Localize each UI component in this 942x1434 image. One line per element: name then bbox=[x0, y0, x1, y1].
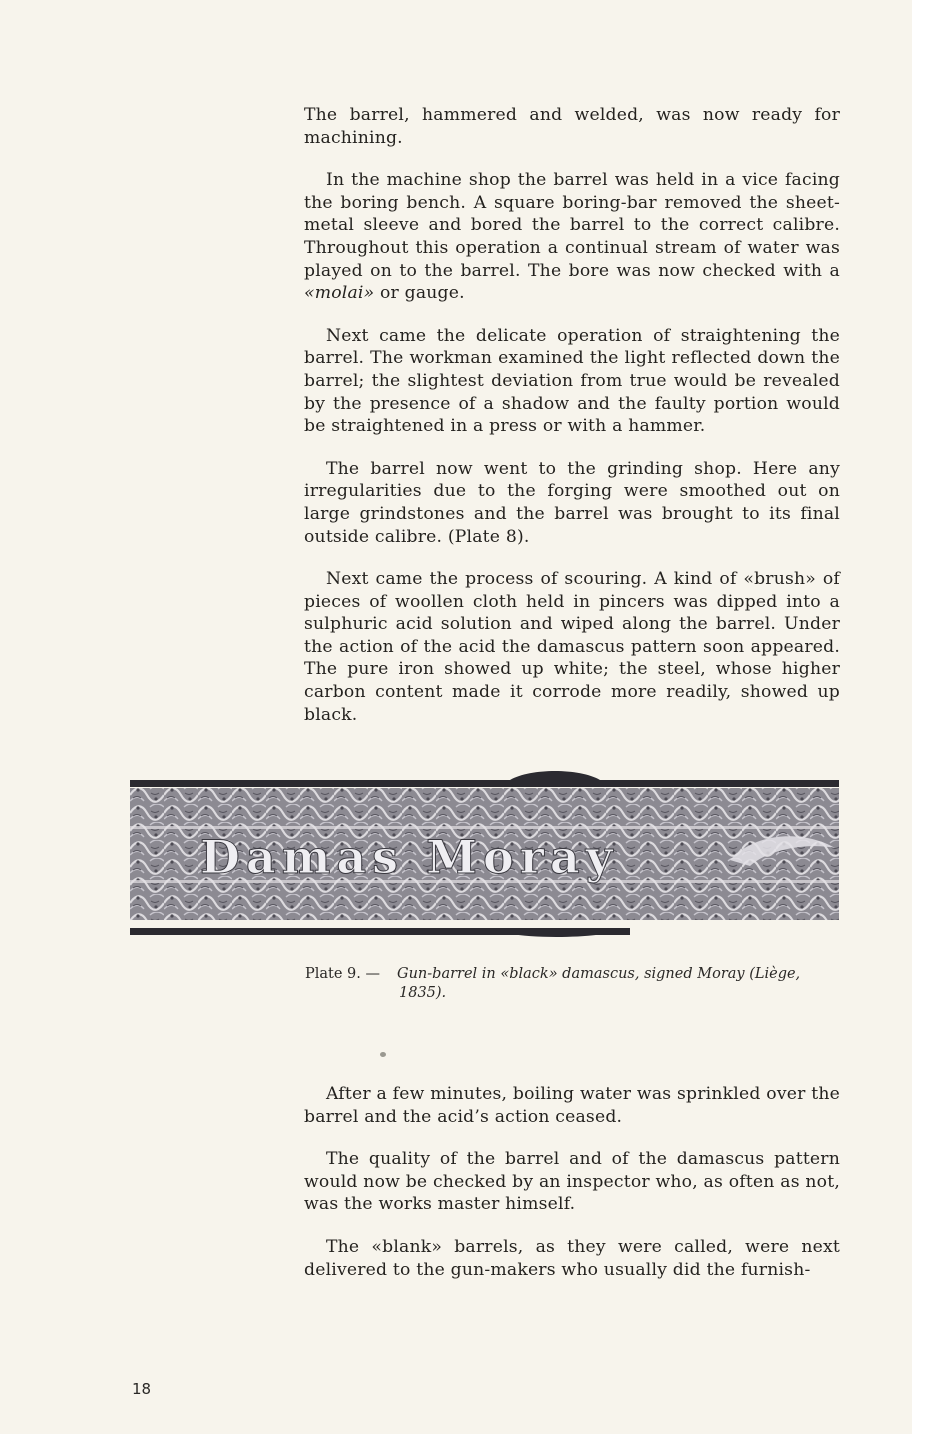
text-column-top bbox=[304, 104, 840, 746]
paragraph: The barrel now went to the grinding shop. Here any irregularities due to the forging were smoothed out on large grindstones and the barrel was brought to its final outside calibre. (Plate 8). bbox=[304, 458, 840, 547]
molai-term: «molai» bbox=[304, 283, 375, 304]
paragraph: After a few minutes, boiling water was sprinkled over the barrel and the acid’s action ceased. bbox=[304, 1084, 840, 1127]
paragraph-tail: or gauge. bbox=[374, 283, 465, 304]
barrel-inscription: Damas Moray bbox=[200, 830, 619, 884]
text-column-bottom bbox=[304, 1083, 840, 1301]
page-number: 18 bbox=[132, 1380, 152, 1398]
caption-text: Gun-barrel in «black» damascus, signed Moray (Liège, bbox=[397, 966, 801, 982]
paragraph: The barrel, hammered and welded, was now ready for machining. bbox=[304, 105, 840, 148]
gun-barrel-plate-image bbox=[130, 768, 839, 940]
page-edge bbox=[912, 0, 942, 1434]
paragraph-text: In the machine shop the barrel was held in a vice facing the boring bench. A square boring-bar removed the sheet-metal sleeve and bored the barrel to the correct calibre. Throughout this operation a continual stream of water was played on to the barrel. The bore was now checked with a bbox=[304, 170, 840, 281]
paragraph: Next came the delicate operation of straightening the barrel. The workman examined the light reflected down the barrel; the slightest deviation from true would be revealed by the presence of a shadow and the faulty portion would be straightened in a press or with a hammer. bbox=[304, 325, 840, 437]
caption-label: Plate 9. — bbox=[305, 966, 380, 982]
paragraph: The «blank» barrels, as they were called, were next delivered to the gun-makers who usually did the furnish- bbox=[304, 1236, 840, 1280]
paragraph: The quality of the barrel and of the damascus pattern would now be checked by an inspector who, as often as not, was the works master himself. bbox=[304, 1149, 840, 1215]
ink-speck bbox=[380, 1052, 386, 1057]
plate-caption bbox=[305, 965, 840, 1003]
paragraph: Next came the process of scouring. A kind of «brush» of pieces of woollen cloth held in pincers was dipped into a sulphuric acid solution and wiped along the barrel. Under the action of the acid the damascus pattern soon appeared. The pure iron showed up white; the steel, whose higher carbon content made it corrode more readily, showed up black. bbox=[304, 569, 840, 725]
caption-continuation: 1835). bbox=[399, 985, 447, 1001]
paragraph bbox=[304, 169, 840, 305]
